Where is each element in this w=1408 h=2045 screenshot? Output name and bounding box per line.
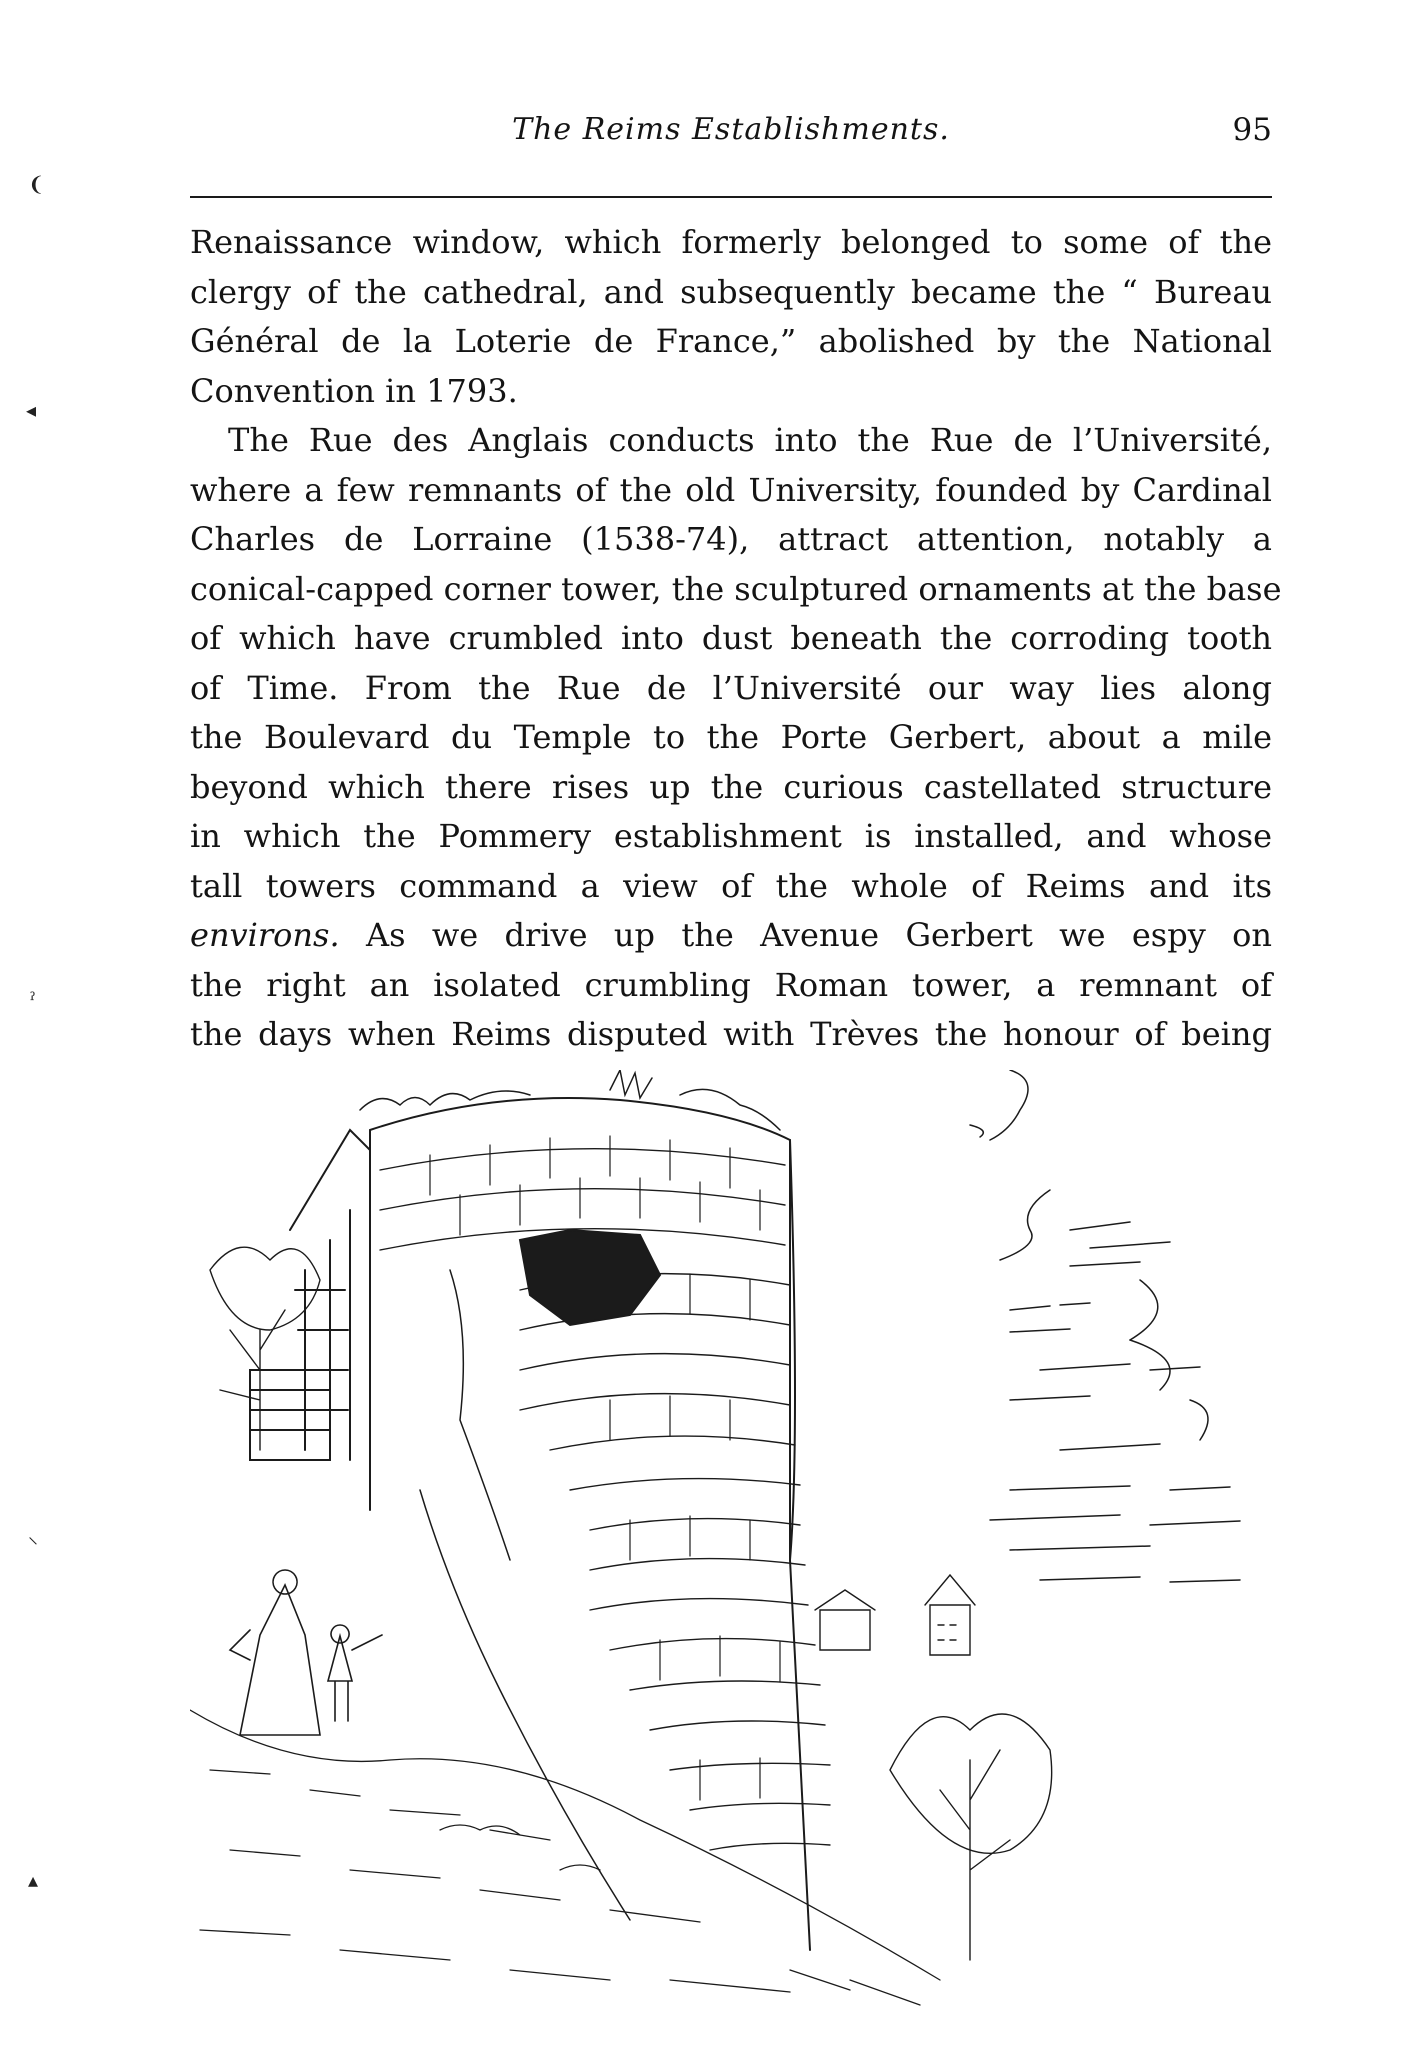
ground bbox=[190, 1710, 940, 2005]
tree-left bbox=[210, 1247, 320, 1450]
margin-mark: ▴ bbox=[28, 1868, 39, 1892]
text-line: Convention in 1793. bbox=[190, 371, 518, 410]
running-header bbox=[190, 112, 1272, 156]
page-number: 95 bbox=[1232, 112, 1272, 148]
ruined-wall bbox=[250, 1130, 370, 1470]
text-line: the Boulevard du Temple to the Porte Gerbert, about a mile bbox=[190, 718, 1272, 756]
margin-mark: ⸜ bbox=[28, 1524, 38, 1548]
text-line: Général de la Loterie de France,” abolished by the National bbox=[190, 322, 1272, 360]
text-line: clergy of the cathedral, and subsequently became the “ Bureau bbox=[190, 272, 1272, 311]
text-line: Renaissance window, which formerly belonged to some of the bbox=[190, 223, 1272, 261]
running-title: The Reims Establishments. bbox=[512, 112, 950, 147]
tree-right bbox=[890, 1714, 1052, 1960]
text-line: conical-capped corner tower, the sculptured ornaments at the base bbox=[190, 569, 1282, 608]
figures bbox=[230, 1570, 382, 1735]
tower bbox=[370, 1098, 830, 1950]
text-line: the days when Reims disputed with Trèves the honour of being bbox=[190, 1015, 1272, 1053]
text-span: As we drive up the Avenue Gerbert we espy on bbox=[339, 916, 1272, 954]
margin-mark: ◂ bbox=[26, 398, 37, 422]
text-line: The Rue des Anglais conducts into the Rue de l’Université, bbox=[228, 421, 1272, 459]
body-text bbox=[190, 218, 1282, 1060]
vegetation bbox=[360, 1070, 780, 1920]
sky-hatching bbox=[970, 1070, 1240, 1582]
distant-houses bbox=[815, 1575, 975, 1655]
italic-word: environs. bbox=[190, 916, 340, 954]
text-line: the right an isolated crumbling Roman tower, a remnant of bbox=[190, 965, 1272, 1004]
breach-opening bbox=[520, 1230, 660, 1325]
text-line: beyond which there rises up the curious castellated structure bbox=[190, 767, 1272, 806]
text-line: in which the Pommery establishment is installed, and whose bbox=[190, 817, 1272, 855]
text-line: of Time. From the Rue de l’Université our way lies along bbox=[190, 668, 1272, 707]
roman-tower-illustration bbox=[190, 1070, 1330, 2010]
text-line: where a few remnants of the old University, founded by Cardinal bbox=[190, 470, 1272, 509]
margin-mark: ❨ bbox=[28, 172, 45, 196]
margin-mark: ˀ bbox=[30, 988, 36, 1012]
text-line: of which have crumbled into dust beneath the corroding tooth bbox=[190, 619, 1272, 657]
text-line: Charles de Lorraine (1538-74), attract attention, notably a bbox=[190, 520, 1272, 558]
header-rule bbox=[190, 196, 1272, 198]
text-line bbox=[190, 911, 1272, 961]
text-line: tall towers command a view of the whole of Reims and its bbox=[190, 866, 1272, 905]
